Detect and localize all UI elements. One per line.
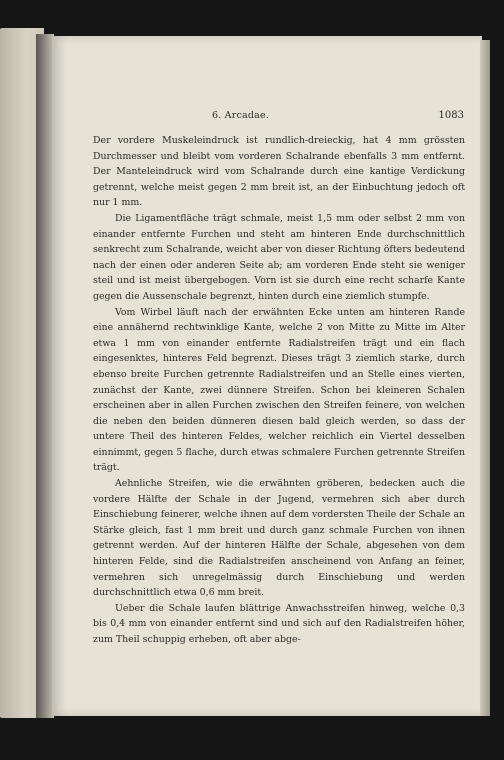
paragraph: Die Ligamentfläche trägt schmale, meist 1,5 mm oder selbst 2 mm von einander entfernte Furchen und steht am hinteren Ende durchschnittlich senkrecht zum Schalrande, weicht aber von dieser Richtung öfters bedeutend nach der einen oder anderen Seite ab; am vorderen Ende steht sie weniger steil und ist meist übergebogen. Vorn ist sie durch eine recht scharfe Kante gegen die Aussenschale begrenzt, hinten durch eine ziemlich stumpfe. [93, 212, 465, 302]
section-title: 6. Arcadae. [212, 110, 270, 121]
running-head [52, 110, 464, 124]
paragraph: Aehnliche Streifen, wie die erwähnten gröberen, bedecken auch die vordere Hälfte der Schale in der Jugend, vermehren sich aber durch Einschiebung feinerer, welche ihnen auf dem vordersten Theile der Schale an Stärke gleich, fast 1 mm breit und durch ganz schmale Furchen von ihnen getrennt werden. Auf der hinteren Hälfte der Schale, abgesehen von dem hinteren Felde, sind die Radialstreifen anscheinend von Anfang an feiner, vermehren sich unregelmässig durch Einschiebung und werden durchschnittlich etwa 0,6 mm breit. [93, 478, 465, 599]
paragraph: Vom Wirbel läuft nach der erwähnten Ecke unten am hinteren Rande eine annähernd rechtwinklige Kante, welche 2 von Mitte zu Mitte im Alter etwa 1 mm von einander entfernte Radialstreifen trägt und ein flach eingesenktes, hinteres Feld begrenzt. Dieses trägt 3 ziemlich starke, durch ebenso breite Furchen getrennte Radialstreifen und an Stelle eines vierten, zunächst der Kante, zwei dünnere Streifen. Schon bei kleineren Schalen erscheinen aber in allen Furchen zwischen den Streifen feinere, von welchen die neben den beiden dünneren diesen bald gleich werden, so dass der untere Theil des hinteren Feldes, welcher reichlich ein Viertel desselben einnimmt, gegen 5 flache, durch etwas schmalere Furchen getrennte Streifen trägt. [93, 306, 465, 474]
page-number: 1083 [438, 110, 464, 121]
body-text [93, 133, 465, 648]
paragraph: Ueber die Schale laufen blättrige Anwachsstreifen hinweg, welche 0,3 bis 0,4 mm von einander entfernt sind und sich auf den Radialstreifen höher, zum Theil schuppig erheben, oft aber abge- [93, 602, 465, 645]
paragraph: Der vordere Muskeleindruck ist rundlich-dreieckig, hat 4 mm grössten Durchmesser und bleibt vom vorderen Schalrande ebenfalls 3 mm entfernt. Der Manteleindruck wird vom Schalrande durch eine kantige Verdickung getrennt, welche meist gegen 2 mm breit ist, an der Einbuchtung jedoch oft nur 1 mm. [93, 135, 465, 209]
page-stack-edge [480, 40, 490, 716]
